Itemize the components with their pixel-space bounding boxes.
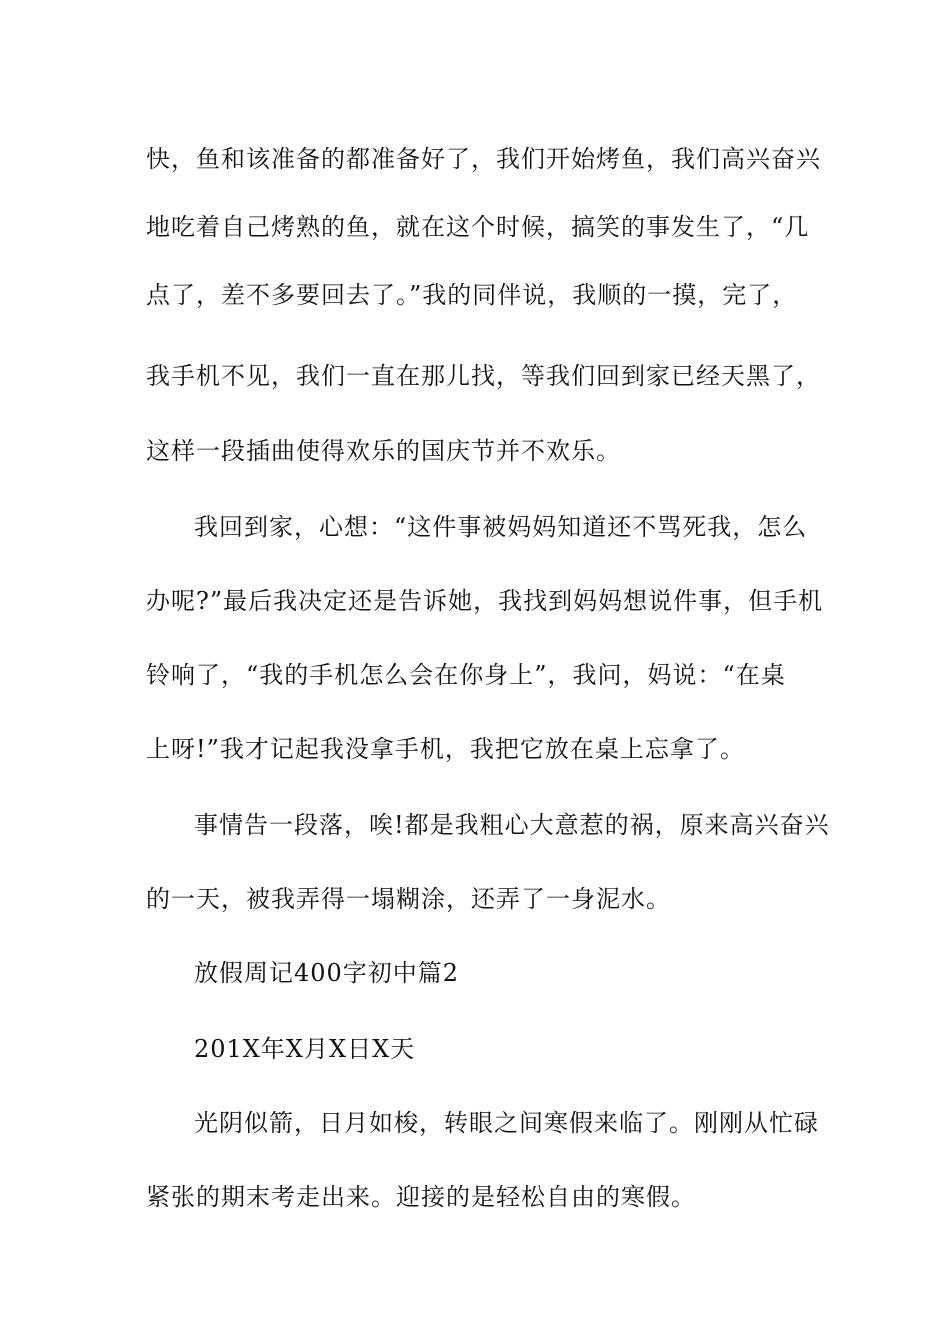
text-line: 快，鱼和该准备的都准备好了，我们开始烤鱼，我们高兴奋兴 <box>146 145 821 173</box>
text-line: 上呀!”我才记起我没拿手机，我把它放在桌上忘拿了。 <box>146 735 745 763</box>
text-line: 的一天，被我弄得一塌糊涂，还弄了一身泥水。 <box>146 885 671 913</box>
paragraph-first-line: 事情告一段落，唉!都是我粗心大意惹的祸，原来高兴奋兴 <box>194 811 830 839</box>
text-line: 办呢?”最后我决定还是告诉她，我找到妈妈想说件事，但手机 <box>146 587 824 615</box>
section-title: 放假周记400字初中篇2 <box>194 959 460 987</box>
paragraph-first-line: 我回到家，心想：“这件事被妈妈知道还不骂死我，怎么 <box>194 513 808 541</box>
text-line: 铃响了，“我的手机怎么会在你身上”，我问，妈说：“在桌 <box>146 661 786 689</box>
text-line: 我手机不见，我们一直在那儿找，等我们回到家已经天黑了， <box>146 362 821 390</box>
text-line: 这样一段插曲使得欢乐的国庆节并不欢乐。 <box>146 437 621 465</box>
text-line: 点了，差不多要回去了。”我的同伴说，我顺的一摸，完了， <box>146 281 798 309</box>
date-line: 201X年X月X日X天 <box>194 1035 416 1063</box>
paragraph-first-line: 光阴似箭，日月如梭，转眼之间寒假来临了。刚刚从忙碌 <box>194 1109 819 1137</box>
text-line: 地吃着自己烤熟的鱼，就在这个时候，搞笑的事发生了，“几 <box>146 213 810 241</box>
text-line: 紧张的期末考走出来。迎接的是轻松自由的寒假。 <box>146 1183 696 1211</box>
